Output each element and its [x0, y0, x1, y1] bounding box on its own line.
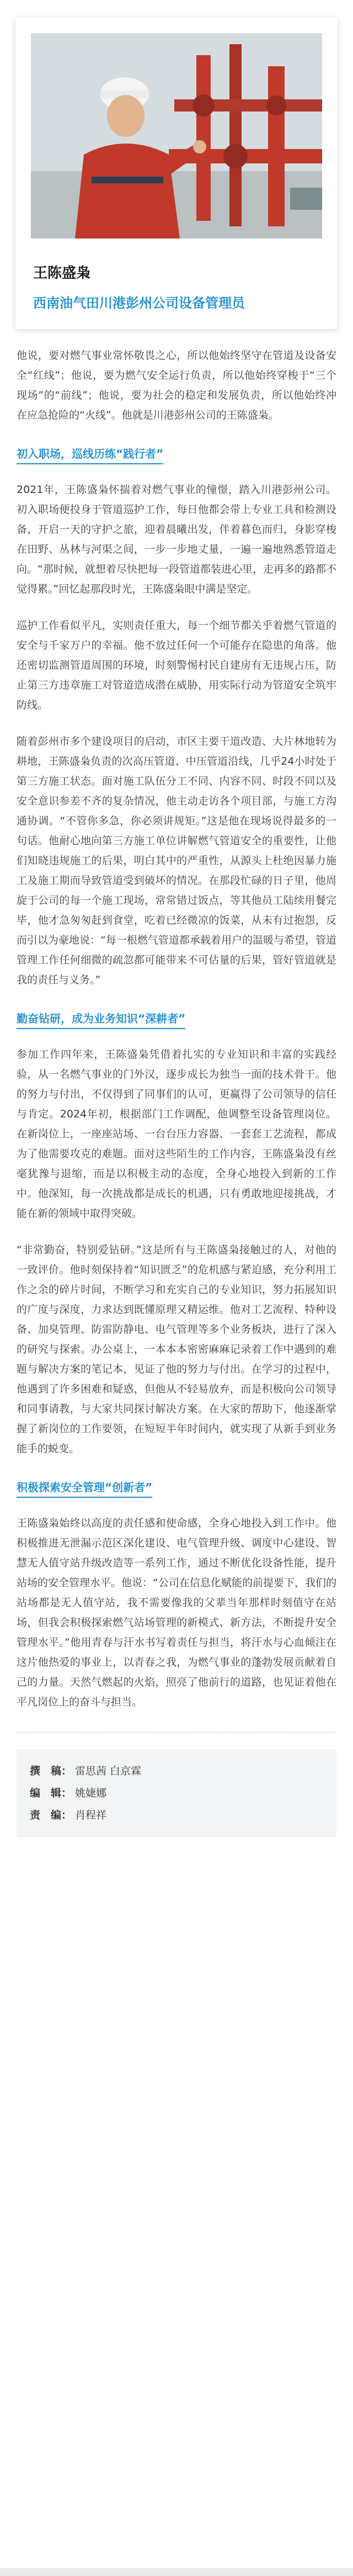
article-body [17, 346, 336, 1732]
section-heading: 初入职场，巡线历练“践行者” [17, 445, 163, 464]
section-3 [17, 1475, 336, 1712]
profile-title: 西南油气田川港彭州公司设备管理员 [33, 295, 245, 311]
credit-chief-editor [30, 1804, 323, 1826]
credits-box [17, 1749, 336, 1837]
credit-label: 编 辑： [30, 1787, 72, 1799]
section-paragraph: 2021年，王陈盛枭怀揣着对燃气事业的憧憬，踏入川港彭州公司。初入职场便投身于管道巡护工作，每日他都会带上专业工具和检测设备，开启一天的守护之旅，迎着晨曦出发，伴着暮色而归，身影穿梭在田野、丛林与河渠之间，一步一步地丈量，一遍一遍地熟悉管道走向。“那时候，就想着尽快把每一段管道都装进心里，走再多的路都不觉得累。”回忆起那段时光，王陈盛枭眼中满是坚定。 [17, 484, 336, 595]
credit-value: 雷思茜 白京霖 [75, 1765, 142, 1777]
section-1 [17, 442, 336, 990]
section-2 [17, 1006, 336, 1459]
credit-editor [30, 1782, 323, 1804]
section-paragraph: 王陈盛枭始终以高度的责任感和使命感，全身心地投入到工作中。他积极推进无泄漏示范区深化建设、电气管理升级、调度中心建设、智慧无人值守站升级改造等一系列工作，通过不断优化设备性能，提升站场的安全管理水平。他说：“公司在信息化赋能的前提要下，我们的站场都是无人值守站，我不需要像我的父辈当年那样时刻值守在站场，但我会积极探索燃气站场管理的新模式、新方法，不断提升安全管理水平。”他用青春与汗水书写着责任与担当，将汗水与心血倾注在这片他热爱的事业上，以青春之我，为燃气事业的蓬勃发展贡献着自己的力量。天然气燃起的火焰，照亮了他前行的道路，也见证着他在平凡岗位上的奋斗与担当。 [17, 1517, 336, 1708]
industrial-scene-illustration [31, 33, 322, 238]
profile-name: 王陈盛枭 [33, 265, 91, 282]
profile-caption [31, 238, 322, 311]
section-heading: 积极探索安全管理“创新者” [17, 1478, 152, 1498]
credit-writer [30, 1760, 323, 1782]
section-paragraph: “非常勤奋，特别爱钻研。”这是所有与王陈盛枭接触过的人，对他的一致评价。他时刻保持着“知识匮乏”的危机感与紧迫感，充分利用工作之余的碎片时间，不断学习和充实自己的专业知识，努力拓展知识的广度与深度，力求达到既懂原理又精运维。他对工艺流程、特种设备、加臭管理、防雷防静电、电气管理等多个业务板块，进行了深入的研究与探索。办公桌上，一本本本密密麻麻记录着工作中遇到的难题与解决方案的笔记本，见证了他的努力与付出。在学习的过程中，他遇到了许多困难和疑惑，但他从不轻易放弃，而是积极向公司领导和同事请教，与大家共同探讨解决方案。在大家的帮助下，他逐渐掌握了新岗位的工作要领，在短短半年时间内，就实现了从新手到业务能手的蜕变。 [17, 1244, 336, 1455]
credit-value: 肖程祥 [75, 1809, 107, 1821]
profile-card [15, 18, 338, 329]
intro-paragraph: 他说，要对燃气事业常怀敬畏之心，所以他始终坚守在管道及设备安全“红线”；他说，要为燃气安全运行负责，所以他始终穿梭于“三个现场”的“前线”；他说，要为社会的稳定和发展负责，所以他始终冲在应急抢险的“火线”。他就是川港彭州公司的王陈盛枭。 [17, 349, 336, 421]
credit-value: 姚婕娜 [75, 1787, 107, 1799]
credit-label: 撰 稿： [30, 1765, 72, 1777]
section-paragraph: 巡护工作看似平凡，实则责任重大，每一个细节都关乎着燃气管道的安全与千家万户的幸福。他不放过任何一个可能存在隐患的角落。他还密切监测管道周围的环境，时刻警惕村民自建房有无违规占压，防止第三方违章施工对管道造成潜在威胁，用实际行动为管道安全筑牢防线。 [17, 619, 336, 711]
section-paragraph: 参加工作四年来，王陈盛枭凭借着扎实的专业知识和丰富的实践经验，从一名燃气事业的门外汉，逐步成长为独当一面的技术骨干。他的努力与付出，不仅得到了同事们的认可，更赢得了公司领导的信任与肯定。2024年初，根据部门工作调配，他调整至设备管理岗位。在新岗位上，一座座站场、一台台压力容器、一套套工艺流程，都成为了他需要攻克的难题。面对这些陌生的工作内容，王陈盛枭没有丝毫犹豫与退缩，而是以积极主动的态度，全身心地投入到新的工作中。他深知，每一次挑战都是成长的机遇，只有勇敢地迎接挑战，才能在新的领域中取得突破。 [17, 1048, 336, 1220]
section-heading: 勤奋钻研，成为业务知识“深耕者” [17, 1010, 185, 1029]
section-paragraph: 随着彭州市多个建设项目的启动，市区主要干道改造、大片林地转为耕地，王陈盛枭负责的次高压管道、中压管道沿线，几乎24小时处于第三方施工状态。面对施工队伍分工不同、内容不同、时段不同以及安全意识参差不齐的复杂情况，他主动走访各个项目部，与施工方沟通协调。“不管你多急，你必须讲规矩。”这是他在现场说得最多的一句话。他耐心地向第三方施工单位讲解燃气管道安全的重要性，让他们知晓违规施工的后果，明白其中的严重性，从源头上杜绝因暴力施工及施工期而导致管道受到破坏的情况。在那段忙碌的日子里，他周旋于公司的每一个施工现场，常常错过饭点，等其他员工陆续用餐完毕，他才急匆匆赶到食堂，吃着已经微凉的饭菜，从未有过抱怨，反而引以为豪地说：“每一根燃气管道都承载着用户的温暖与希望，管道管理工作任何细微的疏忽都可能带来不可估量的后果，管好管道就是我的责任与义务。” [17, 735, 336, 986]
credit-label: 责 编： [30, 1809, 72, 1821]
bottom-bar [0, 2568, 353, 2576]
worker-photo [31, 33, 322, 238]
